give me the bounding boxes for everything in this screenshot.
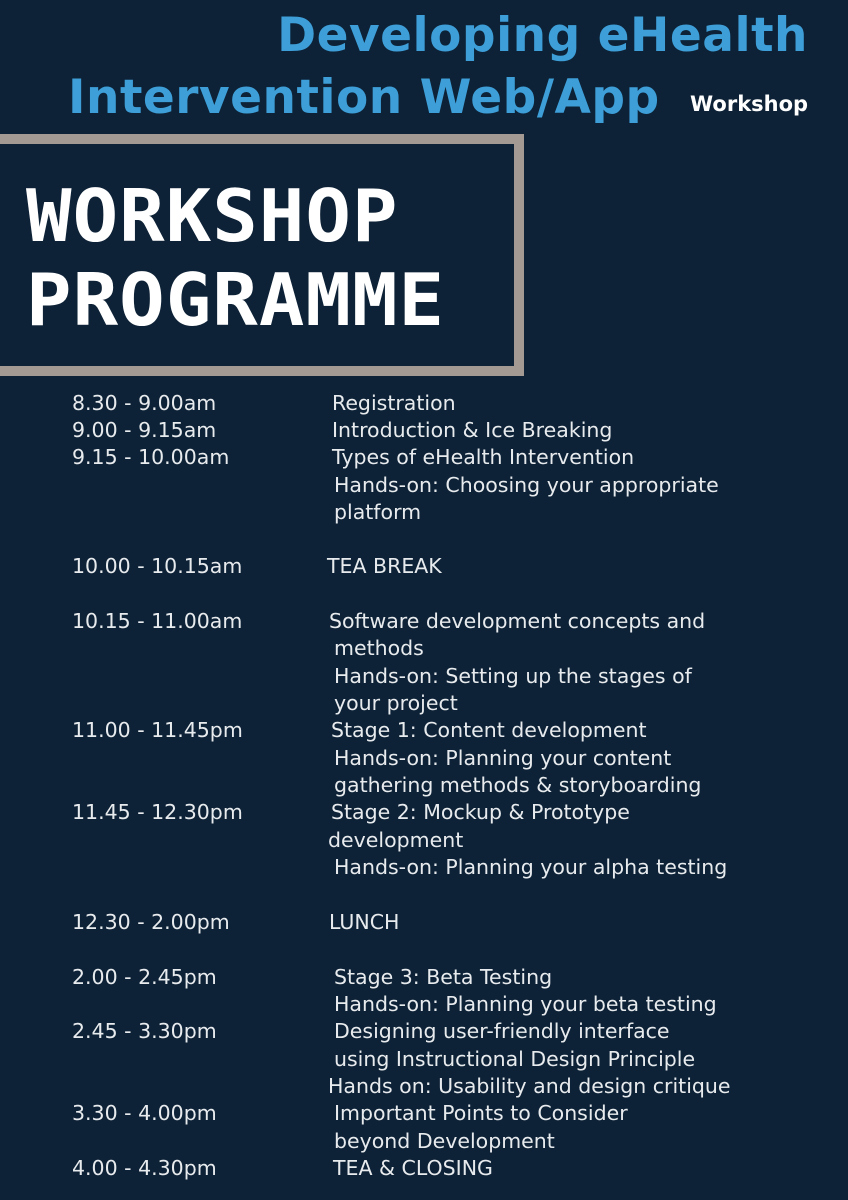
schedule-time: 2.00 - 2.45pm: [72, 965, 217, 989]
schedule-time: 10.15 - 11.00am: [72, 609, 243, 633]
schedule-item: your project: [334, 691, 458, 715]
schedule-time: 9.15 - 10.00am: [72, 445, 230, 469]
schedule-item: Stage 3: Beta Testing: [334, 965, 553, 989]
schedule-item: Important Points to Consider: [334, 1101, 628, 1125]
schedule-item: Designing user-friendly interface: [334, 1019, 670, 1043]
schedule-item: Introduction & Ice Breaking: [332, 418, 613, 442]
title-line-1: Developing eHealth: [277, 8, 808, 63]
schedule-item: Registration: [332, 391, 456, 415]
schedule-time: 4.00 - 4.30pm: [72, 1156, 217, 1180]
schedule-item: Hands-on: Planning your content: [334, 746, 672, 770]
schedule-item: Hands-on: Planning your beta testing: [334, 992, 717, 1016]
schedule-item: Hands-on: Setting up the stages of: [334, 664, 692, 688]
schedule-time: 3.30 - 4.00pm: [72, 1101, 217, 1125]
programme-title-line-1: WORKSHOP: [26, 174, 399, 258]
schedule-item: Software development concepts and: [329, 609, 706, 633]
schedule-item: platform: [334, 500, 422, 524]
schedule-time: 11.00 - 11.45pm: [72, 718, 243, 742]
schedule-item: Types of eHealth Intervention: [332, 445, 635, 469]
schedule-time: 10.00 - 10.15am: [72, 554, 243, 578]
schedule-item: TEA & CLOSING: [333, 1156, 493, 1180]
schedule-time: 12.30 - 2.00pm: [72, 910, 230, 934]
schedule-time: 9.00 - 9.15am: [72, 418, 217, 442]
schedule-item: Hands on: Usability and design critique: [328, 1074, 731, 1098]
schedule-item: beyond Development: [334, 1129, 555, 1153]
schedule-item: development: [328, 828, 464, 852]
schedule-time: 2.45 - 3.30pm: [72, 1019, 217, 1043]
schedule-item: Stage 1: Content development: [331, 718, 647, 742]
schedule-time: 11.45 - 12.30pm: [72, 800, 243, 824]
title-line-2: Intervention Web/App: [68, 70, 660, 125]
schedule-item: TEA BREAK: [327, 554, 442, 578]
programme-title-line-2: PROGRAMME: [26, 258, 446, 342]
schedule-time: 8.30 - 9.00am: [72, 391, 217, 415]
schedule-item: LUNCH: [329, 910, 400, 934]
schedule-item: Hands-on: Choosing your appropriate: [334, 473, 719, 497]
subtitle: Workshop: [690, 92, 809, 116]
schedule-item: Hands-on: Planning your alpha testing: [334, 855, 728, 879]
schedule-item: methods: [334, 636, 424, 660]
schedule-item: using Instructional Design Principle: [334, 1047, 696, 1071]
schedule-item: gathering methods & storyboarding: [334, 773, 702, 797]
schedule-item: Stage 2: Mockup & Prototype: [331, 800, 630, 824]
